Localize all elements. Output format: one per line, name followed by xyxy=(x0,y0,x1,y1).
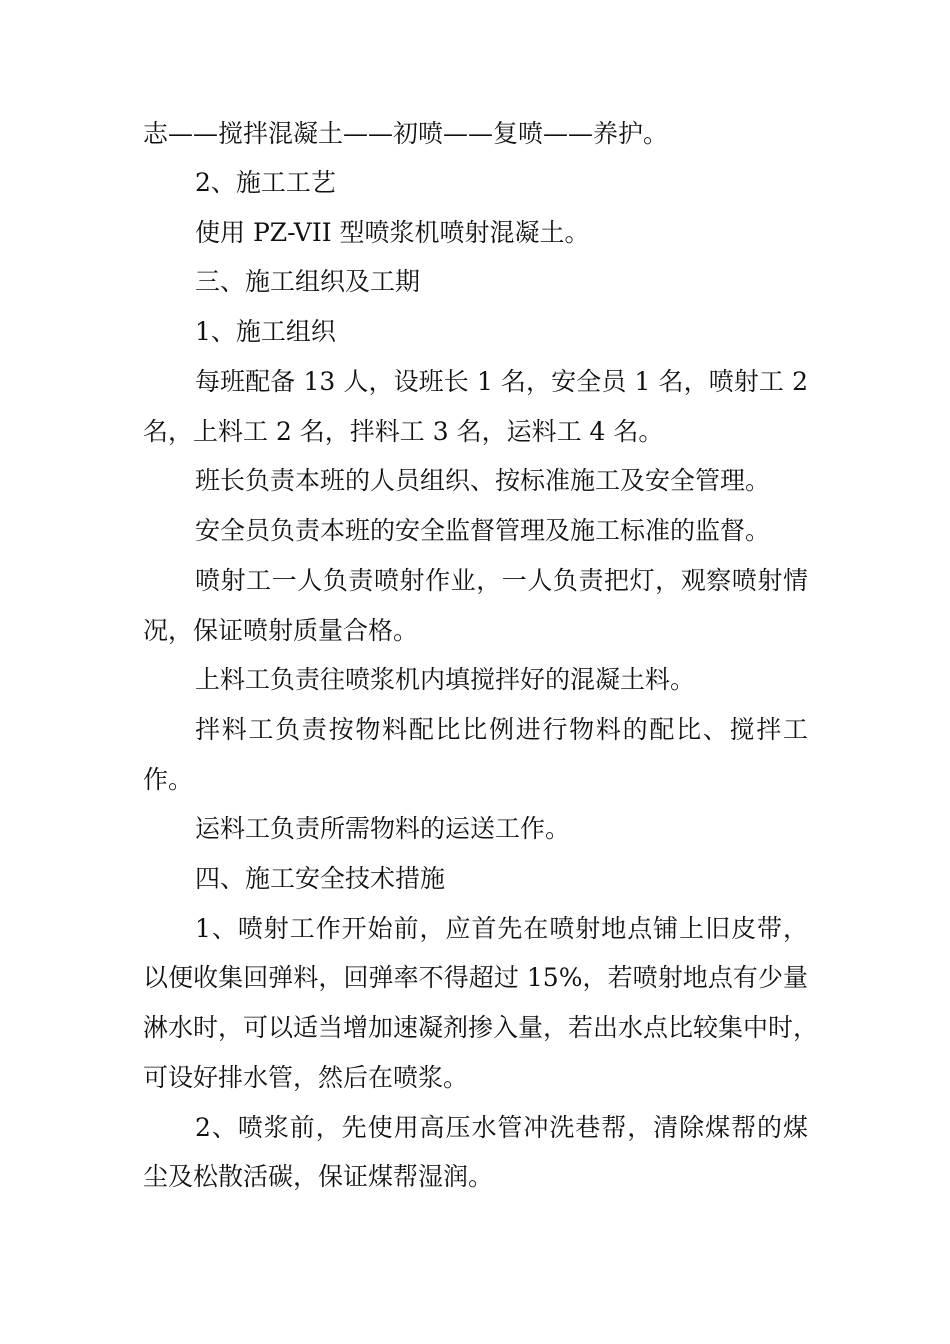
text-line: 班长负责本班的人员组织、按标准施工及安全管理。 xyxy=(195,466,771,495)
text-line: 上料工负责往喷浆机内填搅拌好的混凝土料。 xyxy=(195,665,696,694)
text-line: 喷射工一人负责喷射作业，一人负责把灯，观察喷射情 xyxy=(195,566,808,595)
text-line: 以便收集回弹料，回弹率不得超过 15%，若喷射地点有少量 xyxy=(143,963,808,992)
section-heading: 四、施工安全技术措施 xyxy=(195,864,446,893)
text-line: 安全员负责本班的安全监督管理及施工标准的监督。 xyxy=(195,516,771,545)
text-line: 每班配备 13 人，设班长 1 名，安全员 1 名，喷射工 2 xyxy=(195,367,808,396)
text-line: 作。 xyxy=(143,765,194,794)
section-heading: 三、施工组织及工期 xyxy=(195,267,421,296)
text-line: 淋水时，可以适当增加速凝剂掺入量，若出水点比较集中时， xyxy=(143,1013,819,1042)
text-line: 2、喷浆前，先使用高压水管冲洗巷帮，清除煤帮的煤 xyxy=(195,1113,808,1142)
text-line: 名，上料工 2 名，拌料工 3 名，运料工 4 名。 xyxy=(143,417,664,446)
text-line: 运料工负责所需物料的运送工作。 xyxy=(195,814,571,843)
text-line: 使用 PZ-VII 型喷浆机喷射混凝土。 xyxy=(195,218,590,247)
text-line: 可设好排水管，然后在喷浆。 xyxy=(143,1063,469,1092)
text-line: 尘及松散活碳，保证煤帮湿润。 xyxy=(143,1162,494,1191)
section-heading: 2、施工工艺 xyxy=(195,168,336,197)
section-heading: 1、施工组织 xyxy=(195,317,336,346)
text-line: 况，保证喷射质量合格。 xyxy=(143,616,419,645)
text-line: 1、喷射工作开始前，应首先在喷射地点铺上旧皮带， xyxy=(195,914,808,943)
text-line: 志——搅拌混凝土——初喷——复喷——养护。 xyxy=(143,119,669,148)
text-line: 拌料工负责按物料配比比例进行物料的配比、搅拌工 xyxy=(195,715,808,744)
